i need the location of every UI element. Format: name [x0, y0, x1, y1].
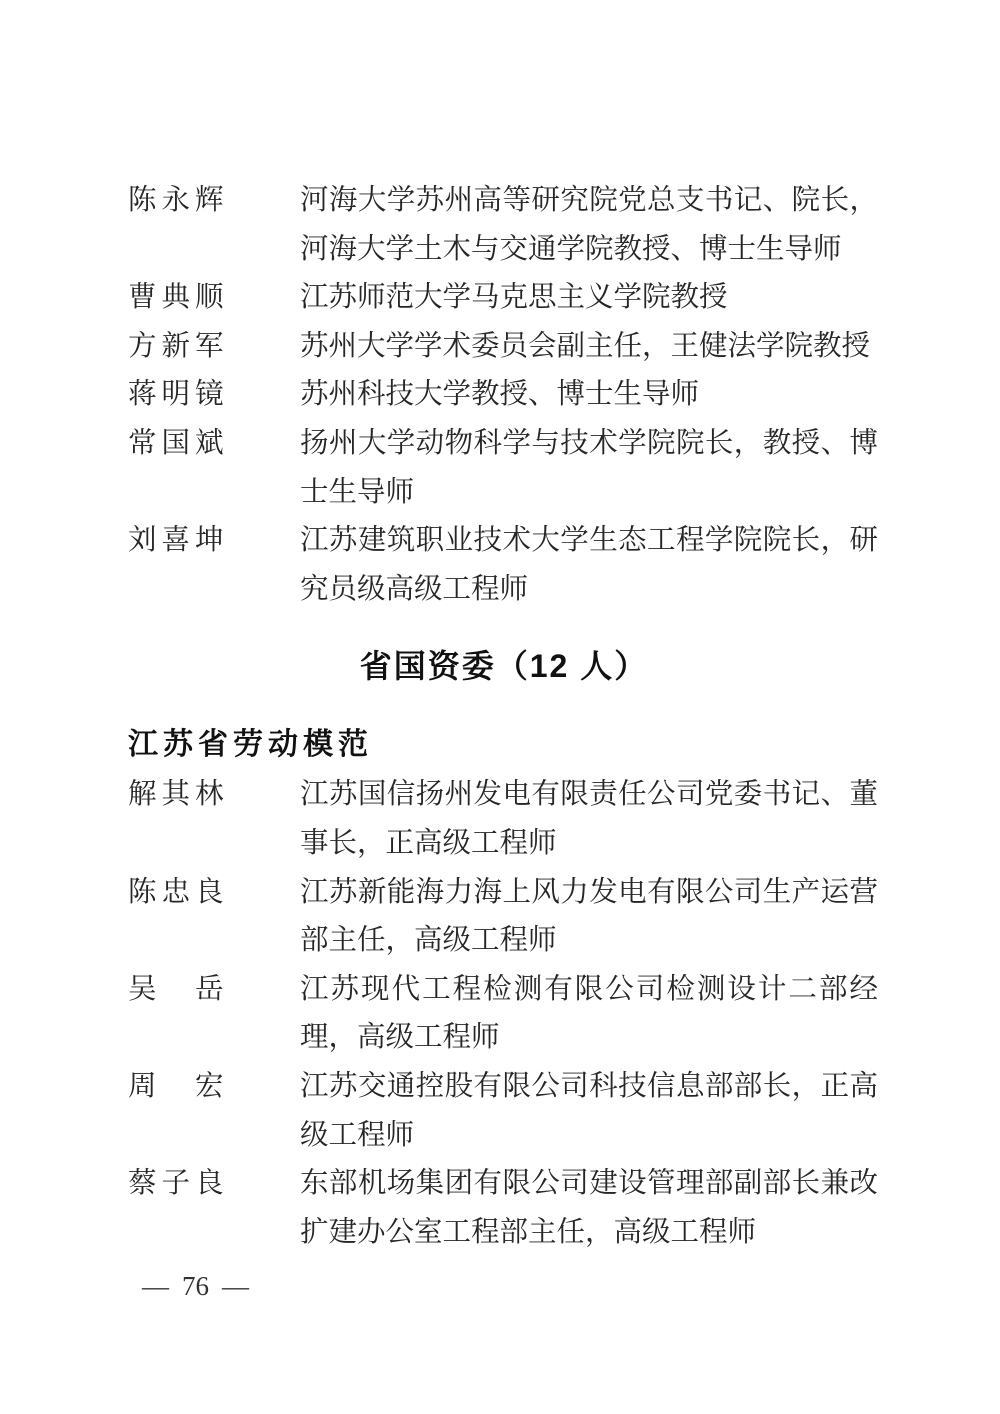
awardee-title: 江苏师范大学马克思主义学院教授	[300, 282, 728, 314]
awardee-name: 蒋明镜	[128, 379, 229, 411]
awardee-title: 江苏新能海力海上风力发电有限公司生产运营部主任，高级工程师	[300, 876, 878, 957]
awardee-title: 苏州科技大学教授、博士生导师	[300, 379, 700, 411]
awardee-title: 苏州大学学术委员会副主任，王健法学院教授	[300, 330, 871, 362]
awardee-title: 扬州大学动物科学与技术学院院长，教授、博士生导师	[300, 427, 878, 508]
awardee-name: 陈永辉	[128, 185, 229, 216]
awardee-list-guoziwei	[128, 771, 880, 1257]
awardee-title: 江苏现代工程检测有限公司检测设计二部经理，高级工程师	[300, 973, 878, 1054]
awardee-name: 解其林	[128, 779, 229, 811]
page-content	[128, 0, 880, 1257]
award-category-heading: 江苏省劳动模范	[128, 728, 373, 762]
awardee-title: 河海大学苏州高等研究院党总支书记、院长，河海大学土木与交通学院教授、博士生导师	[300, 185, 878, 265]
awardee-name: 曹典顺	[128, 282, 229, 314]
awardee-name: 常国斌	[128, 427, 229, 459]
awardee-row	[128, 771, 880, 868]
awardee-name: 方新军	[128, 330, 229, 362]
awardee-row	[128, 1160, 880, 1257]
awardee-list-universities	[128, 177, 880, 614]
awardee-title: 东部机场集团有限公司建设管理部副部长兼改扩建办公室工程部主任，高级工程师	[300, 1168, 878, 1248]
awardee-row	[128, 323, 880, 372]
awardee-title: 江苏国信扬州发电有限责任公司党委书记、董事长，正高级工程师	[300, 779, 878, 859]
awardee-name: 蔡子良	[128, 1168, 229, 1200]
footer-dash-left: —	[142, 1271, 169, 1301]
awardee-row	[128, 869, 880, 966]
awardee-title: 江苏建筑职业技术大学生态工程学院院长，研究员级高级工程师	[300, 525, 878, 605]
awardee-row	[128, 966, 880, 1063]
footer-dash-right: —	[222, 1271, 249, 1301]
awardee-name: 吴 岳	[128, 973, 229, 1005]
awardee-name: 刘喜坤	[128, 525, 229, 557]
awardee-row	[128, 177, 880, 274]
page-footer	[142, 1268, 249, 1304]
awardee-row	[128, 420, 880, 517]
awardee-row	[128, 274, 880, 323]
awardee-title: 江苏交通控股有限公司科技信息部部长，正高级工程师	[300, 1070, 878, 1151]
section-heading-guoziwei: 省国资委（12 人）	[359, 648, 649, 685]
awardee-name: 陈忠良	[128, 876, 229, 908]
awardee-row	[128, 517, 880, 614]
awardee-name: 周 宏	[128, 1070, 229, 1102]
awardee-row	[128, 1063, 880, 1160]
page-number: 76	[182, 1271, 209, 1301]
awardee-row	[128, 371, 880, 420]
